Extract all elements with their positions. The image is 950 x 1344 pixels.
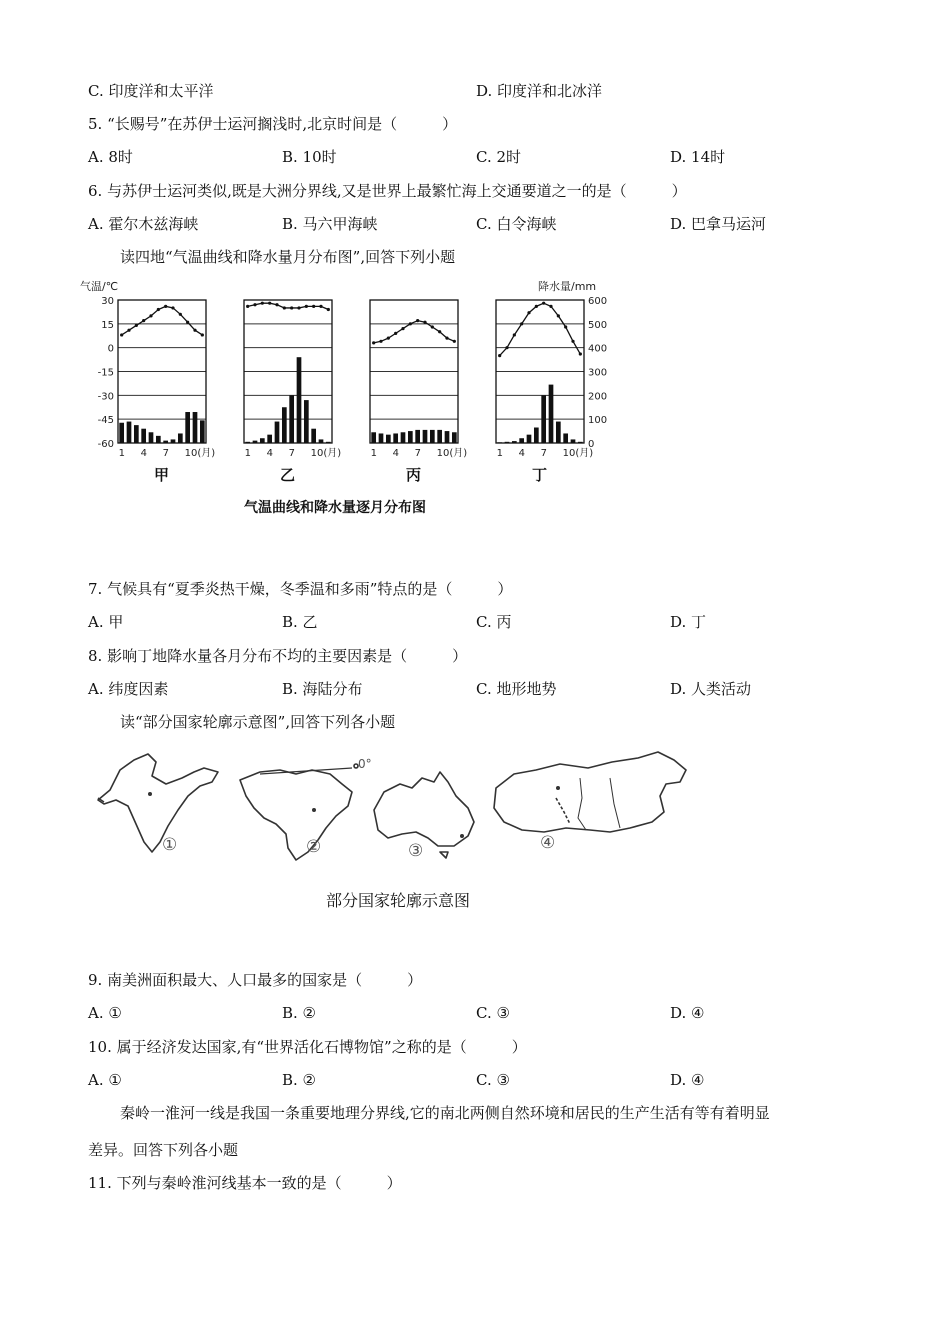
- x-tick-label: 1: [496, 448, 504, 459]
- x-tick-label: 10(月): [562, 448, 594, 459]
- temperature-point: [535, 305, 538, 308]
- q9-option-d: D. ④: [670, 1004, 705, 1022]
- precipitation-bar: [415, 430, 420, 443]
- x-tick-label: 1: [370, 448, 378, 459]
- temperature-point: [394, 332, 397, 335]
- temperature-point: [201, 333, 204, 336]
- temperature-tick-label: 0: [107, 343, 114, 355]
- precipitation-bar: [304, 400, 309, 443]
- q11-stem: 11. 下列与秦岭淮河线基本一致的是（ ）: [88, 1174, 402, 1192]
- q5-option-a: A. 8时: [88, 148, 133, 166]
- precipitation-bar: [245, 442, 250, 443]
- q9-option-b: B. ②: [282, 1004, 317, 1022]
- precipitation-tick-label: 500: [588, 319, 608, 331]
- q7-option-a: A. 甲: [88, 613, 124, 631]
- temperature-point: [542, 302, 545, 305]
- q6-option-a: A. 霍尔木兹海峡: [88, 215, 199, 233]
- temperature-point: [527, 311, 530, 314]
- q9-option-a: A. ①: [88, 1004, 122, 1022]
- temperature-point: [120, 333, 123, 336]
- precipitation-bar: [563, 433, 568, 443]
- q9-stem: 9. 南美洲面积最大、人口最多的国家是（ ）: [88, 971, 423, 989]
- precipitation-tick-label: 100: [588, 415, 608, 427]
- q8-option-c: C. 地形地势: [476, 680, 557, 698]
- temperature-point: [186, 321, 189, 324]
- precipitation-bar: [267, 435, 272, 443]
- x-tick-label: 10(月): [184, 448, 216, 459]
- temperature-tick-label: -45: [97, 415, 114, 427]
- country-label-2: ②: [306, 837, 322, 857]
- temperature-point: [171, 306, 174, 309]
- precipitation-axis-title: 降水量/mm: [538, 280, 597, 293]
- q10-option-d: D. ④: [670, 1071, 705, 1089]
- temperature-point: [379, 340, 382, 343]
- countries-figure-caption: 部分国家轮廓示意图: [326, 891, 471, 910]
- precipitation-bar: [430, 430, 435, 443]
- temperature-point: [290, 306, 293, 309]
- temperature-point: [438, 330, 441, 333]
- precipitation-bar: [578, 442, 583, 443]
- temperature-point: [157, 308, 160, 311]
- q4-option-c: C. 印度洋和太平洋: [88, 82, 214, 100]
- temperature-point: [261, 302, 264, 305]
- precipitation-bar: [275, 422, 280, 443]
- x-tick-label: 7: [162, 448, 170, 459]
- temperature-point: [571, 340, 574, 343]
- q6-option-d: D. 巴拿马运河: [670, 215, 767, 233]
- temperature-point: [127, 329, 130, 332]
- precipitation-bar: [437, 430, 442, 443]
- temperature-point: [372, 341, 375, 344]
- q5-option-c: C. 2时: [476, 148, 522, 166]
- equator-label: 0°: [358, 757, 372, 771]
- temperature-point: [283, 306, 286, 309]
- x-tick-label: 1: [244, 448, 252, 459]
- x-tick-label: 4: [392, 448, 400, 459]
- precipitation-bar: [289, 395, 294, 443]
- temperature-point: [312, 305, 315, 308]
- x-tick-label: 1: [118, 448, 126, 459]
- temperature-point: [520, 322, 523, 325]
- precipitation-bar: [178, 433, 183, 443]
- precipitation-bar: [386, 435, 391, 443]
- temperature-tick-label: -60: [97, 439, 114, 450]
- precipitation-bar: [149, 432, 154, 443]
- precipitation-bar: [379, 433, 384, 443]
- temperature-point: [135, 324, 138, 327]
- countries-intro: 读“部分国家轮廓示意图”,回答下列各小题: [120, 713, 396, 731]
- temperature-point: [557, 314, 560, 317]
- country-label-3: ③: [408, 841, 424, 861]
- panel-label: 丁: [532, 466, 548, 484]
- precipitation-bar: [141, 429, 146, 443]
- q10-stem: 10. 属于经济发达国家,有“世界活化石博物馆”之称的是（ ）: [88, 1038, 527, 1056]
- temperature-point: [564, 325, 567, 328]
- temperature-point: [305, 305, 308, 308]
- precipitation-bar: [260, 438, 265, 443]
- precipitation-bar: [452, 432, 457, 443]
- temperature-point: [505, 346, 508, 349]
- x-tick-label: 10(月): [436, 448, 468, 459]
- precipitation-bar: [193, 412, 198, 443]
- precipitation-bar: [127, 422, 132, 443]
- x-tick-label: 10(月): [310, 448, 342, 459]
- temperature-point: [416, 319, 419, 322]
- temperature-point: [193, 329, 196, 332]
- temperature-point: [423, 321, 426, 324]
- q7-option-c: C. 丙: [476, 613, 512, 631]
- precipitation-bar: [556, 422, 561, 443]
- q6-stem: 6. 与苏伊士运河类似,既是大洲分界线,又是世界上最繁忙海上交通要道之一的是（ ）: [88, 182, 687, 200]
- climate-intro: 读四地“气温曲线和降水量月分布图”,回答下列小题: [120, 248, 456, 266]
- q8-stem: 8. 影响丁地降水量各月分布不均的主要因素是（ ）: [88, 647, 468, 665]
- precipitation-bar: [534, 428, 539, 443]
- temperature-point: [409, 322, 412, 325]
- temperature-axis-title: 气温/℃: [80, 280, 119, 293]
- precipitation-bar: [311, 429, 316, 443]
- precipitation-bar: [297, 357, 302, 443]
- precipitation-bar: [282, 407, 287, 443]
- x-tick-label: 4: [518, 448, 526, 459]
- temperature-point: [401, 327, 404, 330]
- precipitation-bar: [156, 436, 161, 443]
- temperature-point: [579, 352, 582, 355]
- x-tick-label: 7: [540, 448, 548, 459]
- precipitation-tick-label: 0: [588, 439, 595, 450]
- australia-outline: [374, 772, 474, 846]
- temperature-point: [319, 305, 322, 308]
- precipitation-bar: [549, 385, 554, 443]
- precipitation-bar: [371, 432, 376, 443]
- temperature-tick-label: -15: [97, 367, 114, 379]
- panel-label: 甲: [154, 466, 170, 484]
- q7-option-d: D. 丁: [670, 613, 707, 631]
- precipitation-bar: [119, 423, 124, 443]
- q4-option-d: D. 印度洋和北冰洋: [476, 82, 603, 100]
- temperature-point: [431, 325, 434, 328]
- q6-option-c: C. 白令海峡: [476, 215, 557, 233]
- temperature-line: [122, 306, 203, 335]
- q8-option-b: B. 海陆分布: [282, 680, 363, 698]
- precipitation-bar: [527, 435, 532, 443]
- temperature-point: [445, 337, 448, 340]
- precipitation-bar: [571, 439, 576, 443]
- q8-option-a: A. 纬度因素: [88, 680, 169, 698]
- climate-figure-caption: 气温曲线和降水量逐月分布图: [244, 500, 426, 516]
- temperature-point: [164, 305, 167, 308]
- country-outline-figure: [90, 748, 690, 866]
- q9-option-c: C. ③: [476, 1004, 510, 1022]
- temperature-point: [387, 337, 390, 340]
- qinling-intro-line1: 秦岭一淮河一线是我国一条重要地理分界线,它的南北两侧自然环境和居民的生产生活有等有着明显: [120, 1104, 770, 1122]
- q5-option-d: D. 14时: [670, 148, 726, 166]
- q7-stem: 7. 气候具有“夏季炎热干燥，冬季温和多雨”特点的是（ ）: [88, 580, 513, 598]
- temperature-tick-label: -30: [97, 391, 114, 403]
- temperature-line: [248, 303, 329, 309]
- temperature-point: [275, 303, 278, 306]
- temperature-point: [327, 308, 330, 311]
- climate-chart-figure: [80, 278, 620, 496]
- precipitation-bar: [505, 442, 510, 443]
- precipitation-bar: [134, 425, 139, 443]
- temperature-point: [149, 314, 152, 317]
- temperature-point: [498, 354, 501, 357]
- q5-option-b: B. 10时: [282, 148, 337, 166]
- country-label-4: ④: [540, 833, 556, 853]
- precipitation-bar: [423, 430, 428, 443]
- x-tick-label: 7: [414, 448, 422, 459]
- x-tick-label: 7: [288, 448, 296, 459]
- precipitation-tick-label: 200: [588, 391, 608, 403]
- panel-label: 丙: [406, 466, 422, 484]
- precipitation-bar: [519, 438, 524, 443]
- precipitation-bar: [171, 439, 176, 443]
- precipitation-bar: [408, 431, 413, 443]
- temperature-point: [246, 305, 249, 308]
- temperature-point: [253, 303, 256, 306]
- x-tick-label: 4: [266, 448, 274, 459]
- precipitation-bar: [319, 439, 324, 443]
- q6-option-b: B. 马六甲海峡: [282, 215, 378, 233]
- temperature-point: [453, 340, 456, 343]
- precipitation-bar: [393, 433, 398, 443]
- temperature-point: [142, 319, 145, 322]
- temperature-point: [513, 333, 516, 336]
- precipitation-bar: [445, 431, 450, 443]
- temperature-point: [179, 313, 182, 316]
- brazil-outline: [240, 770, 352, 860]
- precipitation-bar: [163, 441, 168, 443]
- precipitation-bar: [200, 420, 205, 443]
- q8-option-d: D. 人类活动: [670, 680, 752, 698]
- q10-option-b: B. ②: [282, 1071, 317, 1089]
- russia-outline: [494, 752, 686, 832]
- india-outline: [98, 754, 218, 852]
- precipitation-bar: [497, 442, 502, 443]
- precipitation-bar: [253, 441, 258, 443]
- temperature-tick-label: 30: [101, 296, 114, 307]
- panel-label: 乙: [280, 466, 296, 484]
- qinling-intro-line2: 差异。回答下列各小题: [88, 1141, 239, 1159]
- precipitation-tick-label: 400: [588, 343, 608, 355]
- precipitation-bar: [541, 395, 546, 443]
- temperature-point: [268, 302, 271, 305]
- precipitation-bar: [512, 441, 517, 443]
- precipitation-tick-label: 300: [588, 367, 608, 379]
- temperature-point: [297, 306, 300, 309]
- precipitation-tick-label: 600: [588, 296, 608, 307]
- q5-stem: 5. “长赐号”在苏伊士运河搁浅时,北京时间是（ ）: [88, 115, 458, 133]
- q10-option-a: A. ①: [88, 1071, 122, 1089]
- precipitation-bar: [401, 432, 406, 443]
- x-tick-label: 4: [140, 448, 148, 459]
- temperature-point: [549, 305, 552, 308]
- temperature-tick-label: 15: [101, 319, 114, 331]
- q7-option-b: B. 乙: [282, 613, 318, 631]
- country-label-1: ①: [162, 835, 178, 855]
- q10-option-c: C. ③: [476, 1071, 510, 1089]
- precipitation-bar: [185, 412, 190, 443]
- precipitation-bar: [326, 442, 331, 443]
